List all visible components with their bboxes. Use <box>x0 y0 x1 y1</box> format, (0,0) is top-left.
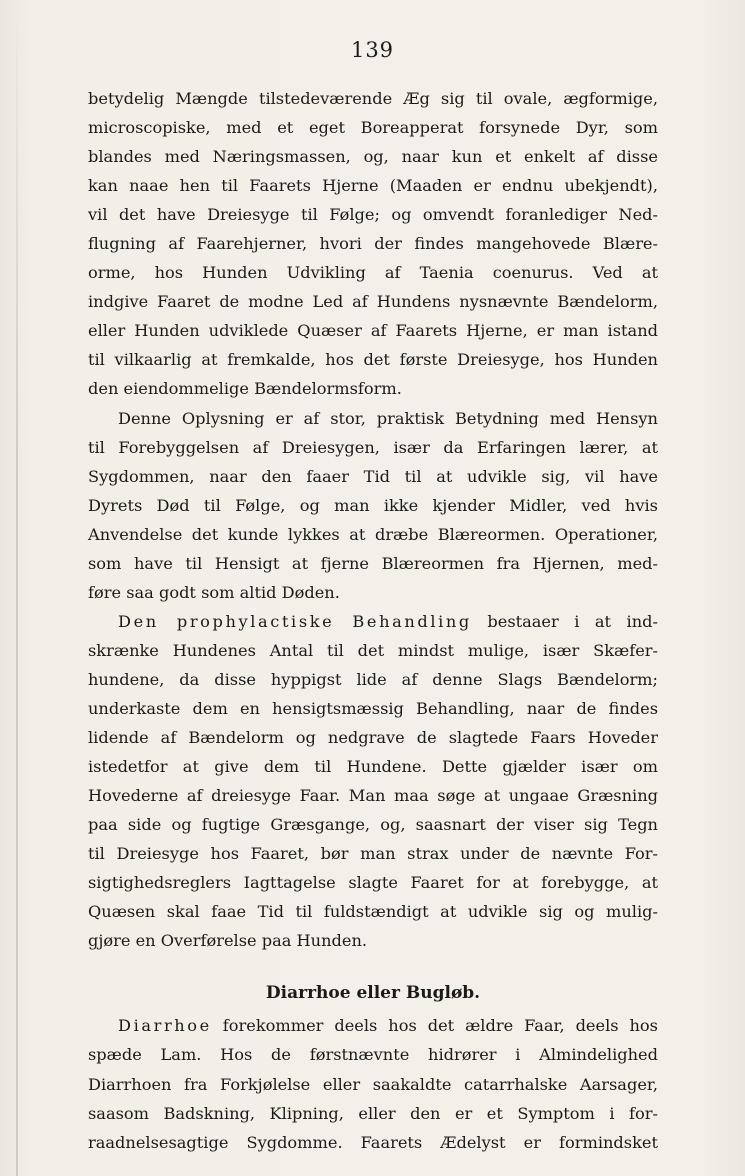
text-line: flugning af Faarehjerner, hvori der findes mangehovede Blære- <box>88 234 658 254</box>
text-line <box>88 607 658 636</box>
text-line: betydelig Mængde tilstedeværende Æg sig til ovale, ægformige, <box>88 89 658 108</box>
text-line: Hovederne af dreiesyge Faar. Man maa søge at ungaae Græsning <box>88 786 658 806</box>
text-line: Diarrhoen fra Forkjølelse eller saakaldte catarrhalske Aarsager, <box>88 1074 658 1094</box>
text-line: Anvendelse det kunde lykkes at dræbe Blæreormen. Operationer, <box>88 524 658 544</box>
text-line: istedetfor at give dem til Hundene. Dette gjælder især om <box>88 757 658 777</box>
text-line: Denne Oplysning er af stor, praktisk Betydning med Hensyn <box>118 408 658 428</box>
text-line: vil det have Dreiesyge til Følge; og omvendt foranlediger Ned- <box>88 205 658 225</box>
text-line: indgive Faaret de modne Led af Hundens nysnævnte Bændelorm, <box>88 292 658 312</box>
section-heading: Diarrhoe eller Bugløb. <box>265 983 481 1004</box>
section-paragraph <box>88 1011 658 1156</box>
text-line: skrænke Hundenes Antal til det mindst mulige, især Skæfer- <box>88 640 658 660</box>
paragraph-1 <box>88 84 658 404</box>
paragraph-3 <box>88 607 658 956</box>
text-line: eller Hunden udviklede Quæser af Faarets Hjerne, er man istand <box>88 321 658 341</box>
text-line: Sygdommen, naar den faaer Tid til at udvikle sig, vil have <box>88 466 658 486</box>
text-line: Dyrets Død til Følge, og man ikke kjender Midler, ved hvis <box>88 495 658 515</box>
text-line: lidende af Bændelorm og nedgrave de slagtede Faars Hoveder <box>88 728 658 748</box>
body-text <box>88 84 658 1157</box>
text-line: orme, hos Hunden Udvikling af Taenia coenurus. Ved at <box>88 263 658 283</box>
text-line: spæde Lam. Hos de førstnævnte hidrører i Almindelighed <box>88 1045 658 1065</box>
text-line: til Dreiesyge hos Faaret, bør man strax under de nævnte For- <box>88 844 658 864</box>
text-line <box>88 1011 658 1040</box>
emphasized-term: Diarrhoe <box>118 1016 212 1036</box>
text-line: blandes med Næringsmassen, og, naar kun et enkelt af disse <box>88 147 658 167</box>
text-line: underkaste dem en hensigtsmæssig Behandling, naar de findes <box>88 698 658 718</box>
text-line: føre saa godt som altid Døden. <box>88 582 340 602</box>
paragraph-2 <box>88 404 658 607</box>
text-line: hundene, da disse hyppigst lide af denne Slags Bændelorm; <box>88 669 658 689</box>
text-line: saasom Badskning, Klipning, eller den er et Symptom i for- <box>88 1103 658 1123</box>
emphasized-term: Den prophylactiske Behandling <box>118 611 472 631</box>
text-line: gjøre en Overførelse paa Hunden. <box>88 931 368 951</box>
text-line: til Forebyggelsen af Dreiesygen, især da Erfaringen lærer, at <box>88 437 658 457</box>
text-line: Quæsen skal faae Tid til fuldstændigt at udvikle sig og mulig- <box>88 902 658 922</box>
page-number: 139 <box>350 38 395 62</box>
text-line: raadnelsesagtige Sygdomme. Faarets Ædelyst er formindsket <box>88 1132 658 1152</box>
text-line: til vilkaarlig at fremkalde, hos det første Dreiesyge, hos Hunden <box>88 350 658 370</box>
text-line: kan naae hen til Faarets Hjerne (Maaden er endnu ubekjendt), <box>88 176 658 196</box>
text-line: sigtighedsreglers Iagttagelse slagte Faaret for at forebygge, at <box>88 873 658 893</box>
text-line: som have til Hensigt at fjerne Blæreormen fra Hjernen, med- <box>88 553 658 573</box>
text-fragment: forekommer deels hos det ældre Faar, deels hos <box>211 1016 658 1036</box>
text-line: den eiendommelige Bændelormsform. <box>88 379 402 399</box>
text-fragment: bestaaer i at ind- <box>471 611 658 631</box>
page-gutter <box>16 0 18 1176</box>
text-line: paa side og fugtige Græsgange, og, saasnart der viser sig Tegn <box>88 815 658 835</box>
text-line: microscopiske, med et eget Boreapperat forsynede Dyr, som <box>88 118 658 138</box>
